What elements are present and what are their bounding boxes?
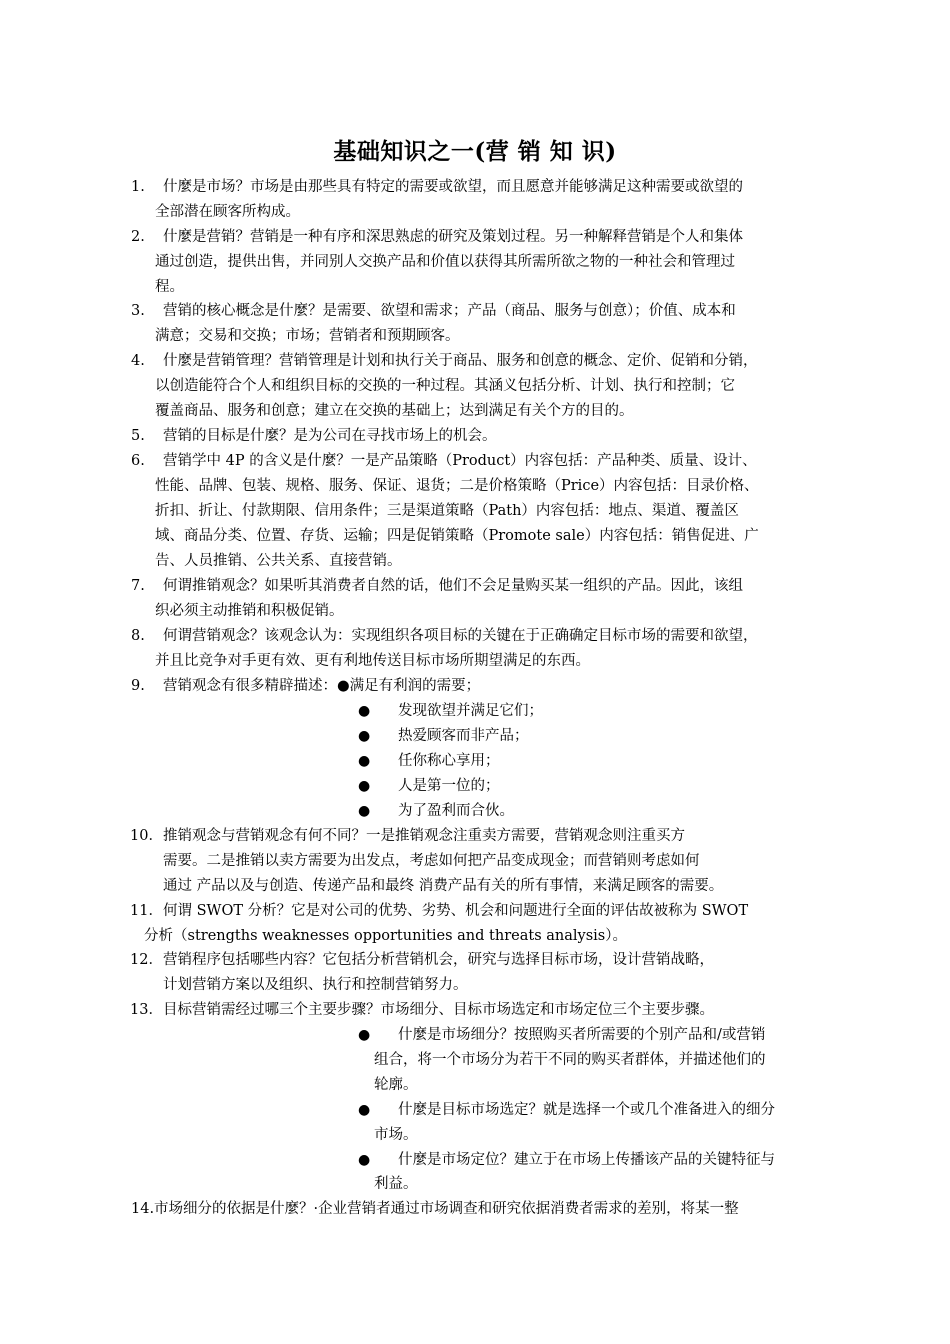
item-number: 2. bbox=[131, 229, 145, 245]
item-3-line-1: 营销的核心概念是什麼？是需要、欲望和需求；产品（商品、服务与创意）；价值、成本和 bbox=[163, 303, 736, 319]
item-11-line-1: 何谓 SWOT 分析？它是对公司的优势、劣势、机会和问题进行全面的评估故被称为 SWOT bbox=[163, 903, 749, 919]
item-13-bullet-3-line-2: 利益。 bbox=[374, 1176, 418, 1192]
item-number: 11． bbox=[130, 903, 163, 919]
item-2-line-2: 通过创造，提供出售，并同别人交换产品和价值以获得其所需所欲之物的一种社会和管理过 bbox=[155, 254, 735, 270]
item-9-bullet-4: 人是第一位的； bbox=[398, 778, 500, 794]
item-4-line-3: 覆盖商品、服务和创意；建立在交换的基础上；达到满足有关个方的目的。 bbox=[155, 403, 634, 419]
item-13-bullet-1-line-2: 组合，将一个市场分为若干不同的购买者群体，并描述他们的 bbox=[374, 1052, 766, 1068]
item-number: 10． bbox=[130, 828, 163, 844]
bullet-icon: ● bbox=[358, 778, 371, 794]
item-1-line-2: 全部潜在顾客所构成。 bbox=[155, 204, 300, 220]
item-6-line-4: 域、商品分类、位置、存货、运输；四是促销策略（Promote sale）内容包括：销售促进、广 bbox=[155, 528, 759, 544]
item-13-line-1: 目标营销需经过哪三个主要步骤？市场细分、目标市场选定和市场定位三个主要步骤。 bbox=[163, 1002, 714, 1018]
item-8-line-1: 何谓营销观念？该观念认为：实现组织各项目标的关键在于正确确定目标市场的需要和欲望， bbox=[163, 628, 758, 644]
item-12-line-1: 营销程序包括哪些内容？它包括分析营销机会，研究与选择目标市场，设计营销战略， bbox=[163, 952, 714, 968]
item-number: 9. bbox=[131, 678, 145, 694]
item-13-bullet-3-line-1: 什麼是市场定位？建立于在市场上传播该产品的关键特征与 bbox=[398, 1152, 775, 1168]
item-number: 5. bbox=[131, 428, 145, 444]
item-13-bullet-1-line-3: 轮廓。 bbox=[374, 1077, 418, 1093]
item-6-line-2: 性能、品牌、包装、规格、服务、保证、退货；二是价格策略（Price）内容包括：目录价格、 bbox=[155, 478, 759, 494]
item-6-line-3: 折扣、折让、付款期限、信用条件；三是渠道策略（Path）内容包括：地点、渠道、覆盖区 bbox=[155, 503, 739, 519]
bullet-icon: ● bbox=[358, 1102, 371, 1118]
page-title: 基础知识之一(营 销 知 识) bbox=[333, 138, 617, 165]
item-4-line-2: 以创造能符合个人和组织目标的交换的一种过程。其涵义包括分析、计划、执行和控制；它 bbox=[155, 378, 735, 394]
item-9-line-1: 营销观念有很多精辟描述：●满足有利润的需要； bbox=[163, 678, 481, 694]
item-number: 1. bbox=[131, 179, 145, 195]
item-9-bullet-5: 为了盈利而合伙。 bbox=[398, 803, 514, 819]
item-9-bullet-2: 热爱顾客而非产品； bbox=[398, 728, 529, 744]
item-number: 3. bbox=[131, 303, 145, 319]
item-number: 12． bbox=[130, 952, 163, 968]
item-10-line-1: 推销观念与营销观念有何不同？一是推销观念注重卖方需要，营销观念则注重买方 bbox=[163, 828, 685, 844]
item-number: 4. bbox=[131, 353, 145, 369]
item-14-line-1: 14.市场细分的依据是什麼？·企业营销者通过市场调查和研究依据消费者需求的差别，将某一整 bbox=[131, 1201, 739, 1217]
item-2-line-1: 什麼是营销？营销是一种有序和深思熟虑的研究及策划过程。另一种解释营销是个人和集体 bbox=[163, 229, 743, 245]
item-9-bullet-3: 任你称心享用； bbox=[398, 753, 500, 769]
bullet-icon: ● bbox=[358, 728, 371, 744]
item-7-line-1: 何谓推销观念？如果听其消费者自然的话，他们不会足量购买某一组织的产品。因此，该组 bbox=[163, 578, 743, 594]
bullet-icon: ● bbox=[358, 703, 371, 719]
item-number: 8. bbox=[131, 628, 145, 644]
item-11-line-2: 分析（strengths weaknesses opportunities and threats analysis）。 bbox=[144, 928, 627, 944]
item-2-line-3: 程。 bbox=[155, 279, 184, 295]
item-13-bullet-2-line-1: 什麼是目标市场选定？就是选择一个或几个准备进入的细分 bbox=[398, 1102, 775, 1118]
bullet-icon: ● bbox=[358, 1152, 371, 1168]
bullet-icon: ● bbox=[358, 803, 371, 819]
item-1-line-1: 什麼是市场？市场是由那些具有特定的需要或欲望，而且愿意并能够满足这种需要或欲望的 bbox=[163, 179, 743, 195]
item-number: 6. bbox=[131, 453, 145, 469]
bullet-icon: ● bbox=[358, 753, 371, 769]
bullet-icon: ● bbox=[358, 1027, 371, 1043]
item-13-bullet-2-line-2: 市场。 bbox=[374, 1127, 418, 1143]
item-10-line-2: 需要。二是推销以卖方需要为出发点，考虑如何把产品变成现金；而营销则考虑如何 bbox=[163, 853, 700, 869]
item-9-bullet-1: 发现欲望并满足它们； bbox=[398, 703, 543, 719]
item-5-line-1: 营销的目标是什麼？是为公司在寻找市场上的机会。 bbox=[163, 428, 497, 444]
item-number: 7. bbox=[131, 578, 145, 594]
item-6-line-5: 告、人员推销、公共关系、直接营销。 bbox=[155, 553, 402, 569]
item-number: 13． bbox=[130, 1002, 163, 1018]
item-7-line-2: 织必须主动推销和积极促销。 bbox=[155, 603, 344, 619]
item-3-line-2: 满意；交易和交换；市场；营销者和预期顾客。 bbox=[155, 328, 460, 344]
item-4-line-1: 什麼是营销管理？营销管理是计划和执行关于商品、服务和创意的概念、定价、促销和分销， bbox=[163, 353, 758, 369]
item-6-line-1: 营销学中 4P 的含义是什麼？一是产品策略（Product）内容包括：产品种类、质量、设计、 bbox=[163, 453, 757, 469]
item-8-line-2: 并且比竞争对手更有效、更有利地传送目标市场所期望满足的东西。 bbox=[155, 653, 590, 669]
item-13-bullet-1-line-1: 什麼是市场细分？按照购买者所需要的个别产品和/或营销 bbox=[398, 1027, 766, 1043]
item-12-line-2: 计划营销方案以及组织、执行和控制营销努力。 bbox=[163, 977, 468, 993]
item-10-line-3: 通过 产品以及与创造、传递产品和最终 消费产品有关的所有事情，来满足顾客的需要。 bbox=[163, 878, 724, 894]
